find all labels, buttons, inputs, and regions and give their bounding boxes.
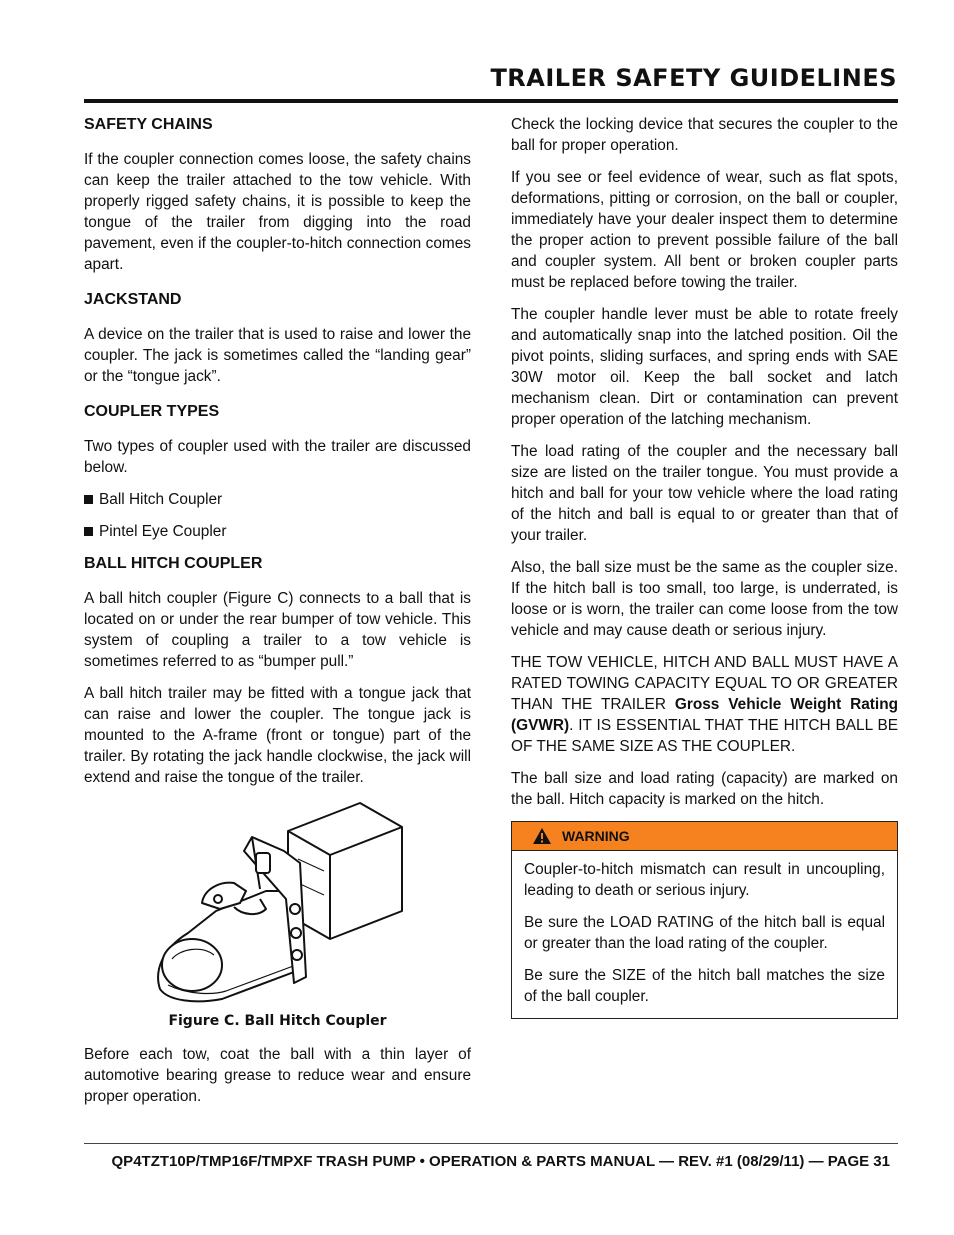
bullet-square-icon (84, 527, 93, 536)
handle-lever-text: The coupler handle lever must be able to rotate freely and automatically snap into the latched position. Oil the pivot points, sliding surfaces, and spring ends with SAE 30W motor oil. Keep the ball socket and latch mechanism clean. Dirt or contamination can prevent proper operation of the latching mechanism. (511, 306, 898, 428)
warning-triangle-icon (532, 827, 552, 845)
list-item: Pintel Eye Coupler (84, 521, 471, 542)
capacity-marking-text: The ball size and load rating (capacity) are marked on the ball. Hitch capacity is marked on the hitch. (511, 770, 898, 808)
warning-text-1: Coupler-to-hitch mismatch can result in uncoupling, leading to death or serious injury. (524, 861, 885, 899)
ball-hitch-coupler-figure (84, 799, 471, 1007)
figure-caption: Figure C. Ball Hitch Coupler (168, 1013, 387, 1029)
jackstand-text: A device on the trailer that is used to raise and lower the coupler. The jack is sometimes called the “landing gear” or the “tongue jack”. (84, 326, 471, 385)
warning-text-3: Be sure the SIZE of the hitch ball matches the size of the ball coupler. (524, 967, 885, 1005)
gvwr-bold: Gross Vehicle Weight Rating (GVWR) (511, 696, 899, 734)
bullet-square-icon (84, 495, 93, 504)
locking-device-text: Check the locking device that secures the coupler to the ball for proper operation. (511, 116, 898, 154)
title-rule (84, 99, 898, 103)
coupler-types-heading: COUPLER TYPES (84, 403, 220, 420)
ball-hitch-text-1: A ball hitch coupler (Figure C) connects to a ball that is located on or under the rear bumper of tow vehicle. This system of coupling a trailer to a tow vehicle is sometimes referred to as “bumper pull.” (84, 590, 471, 670)
left-column (84, 114, 471, 1118)
load-rating-text: The load rating of the coupler and the necessary ball size are listed on the trailer tongue. You must provide a hitch and ball for your tow vehicle where the load rating of the hitch and ball is equal to or greater than that of your trailer. (511, 443, 898, 544)
safety-chains-text: If the coupler connection comes loose, the safety chains can keep the trailer attached to the tow vehicle. With properly rigged safety chains, it is possible to keep the tongue of the trailer from digging into the road pavement, even if the coupler-to-hitch connection comes apart. (84, 151, 471, 273)
footer-rule (84, 1143, 898, 1144)
gvwr-text: THE TOW VEHICLE, HITCH AND BALL MUST HAVE A RATED TOWING CAPACITY EQUAL TO OR GREATER THAN THE TRAILER Gross Vehicle Weight Rating (GVWR). IT IS ESSENTIAL THAT THE HITCH BALL BE OF THE SAME SIZE AS THE COUPLER. (511, 654, 899, 755)
jackstand-heading: JACKSTAND (84, 291, 182, 308)
list-item: Ball Hitch Coupler (84, 489, 471, 510)
warning-body (512, 851, 897, 1007)
right-column (511, 114, 898, 1019)
ball-size-text: Also, the ball size must be the same as the coupler size. If the hitch ball is too small, too large, is underrated, is loose or is worn, the trailer can come loose from the tow vehicle and may cause death or serious injury. (511, 559, 898, 639)
warning-label: WARNING (562, 827, 630, 844)
warning-header (512, 822, 897, 851)
after-figure-text: Before each tow, coat the ball with a thin layer of automotive bearing grease to reduce wear and ensure proper operation. (84, 1046, 471, 1105)
warning-text-2: Be sure the LOAD RATING of the hitch ball is equal or greater than the load rating of the coupler. (524, 914, 885, 952)
ball-hitch-text-2: A ball hitch trailer may be fitted with a tongue jack that can raise and lower the coupler. The tongue jack is mounted to the A-frame (front or tongue) part of the trailer. By rotating the jack handle clockwise, the jack will extend and raise the tongue of the trailer. (84, 685, 471, 786)
ball-hitch-coupler-illustration (148, 799, 408, 1007)
ball-hitch-heading: BALL HITCH COUPLER (84, 555, 263, 572)
warning-box (511, 821, 898, 1019)
page-footer: QP4TZT10P/TMP16F/TMPXF TRASH PUMP • OPERATION & PARTS MANUAL — REV. #1 (08/29/11) — PAGE 31 (111, 1153, 890, 1170)
wear-evidence-text: If you see or feel evidence of wear, such as flat spots, deformations, pitting or corrosion, on the ball or coupler, immediately have your dealer inspect them to determine the proper action to prevent possible failure of the ball and coupler system. All bent or broken coupler parts must be replaced before towing the trailer. (511, 169, 898, 291)
safety-chains-heading: SAFETY CHAINS (84, 116, 213, 133)
coupler-types-text: Two types of coupler used with the trailer are discussed below. (84, 438, 471, 476)
coupler-types-list (84, 489, 471, 542)
page-title: TRAILER SAFETY GUIDELINES (490, 64, 897, 92)
